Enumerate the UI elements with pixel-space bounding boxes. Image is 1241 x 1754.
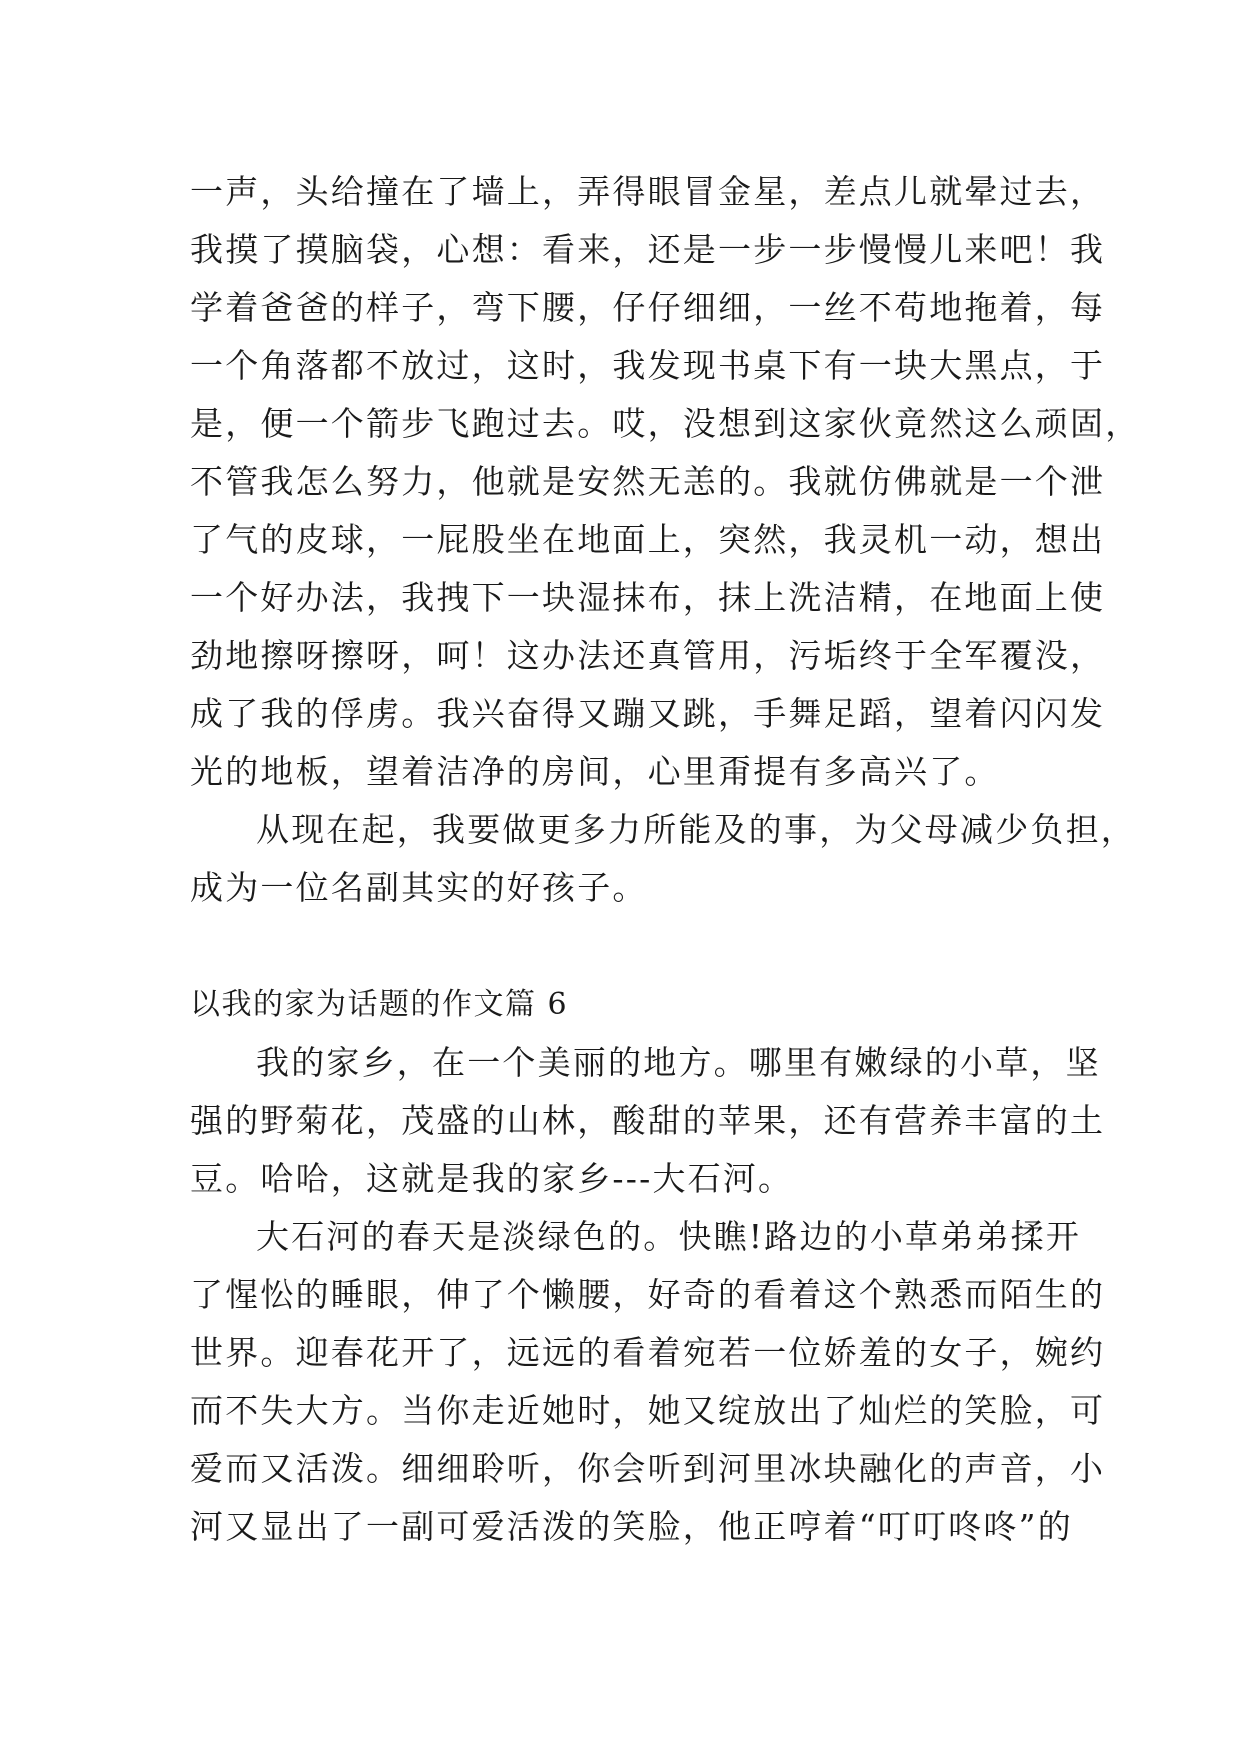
text-line: 我的家乡，在一个美丽的地方。哪里有嫩绿的小草，坚 — [256, 1043, 1101, 1082]
text-line: 爱而又活泼。细细聆听，你会听到河里冰块融化的声音，小 — [190, 1449, 1106, 1488]
text-line: 豆。哈哈，这就是我的家乡---大石河。 — [190, 1159, 794, 1198]
text-line: 一个好办法，我拽下一块湿抹布，抹上洗洁精，在地面上使 — [190, 578, 1106, 617]
text-line: 不管我怎么努力，他就是安然无恙的。我就仿佛就是一个泄 — [190, 462, 1106, 501]
text-line: 一个角落都不放过，这时，我发现书桌下有一块大黑点，于 — [190, 346, 1106, 385]
text-line: 世界。迎春花开了，远远的看着宛若一位娇羞的女子，婉约 — [190, 1333, 1106, 1372]
section-heading: 以我的家为话题的作文篇 6 — [190, 987, 569, 1022]
text-line: 了气的皮球，一屁股坐在地面上，突然，我灵机一动，想出 — [190, 520, 1106, 559]
text-line: 光的地板，望着洁净的房间，心里甭提有多高兴了。 — [190, 752, 1000, 791]
text-line: 从现在起，我要做更多力所能及的事，为父母减少负担， — [256, 810, 1136, 849]
text-line: 河又显出了一副可爱活泼的笑脸，他正哼着“叮叮咚咚”的 — [190, 1507, 1073, 1546]
text-line: 是，便一个箭步飞跑过去。哎，没想到这家伙竟然这么顽固， — [190, 404, 1141, 443]
text-line: 成了我的俘虏。我兴奋得又蹦又跳，手舞足蹈，望着闪闪发 — [190, 694, 1106, 733]
text-line: 大石河的春天是淡绿色的。快瞧!路边的小草弟弟揉开 — [256, 1217, 1082, 1256]
text-line: 一声，头给撞在了墙上，弄得眼冒金星，差点儿就晕过去， — [190, 172, 1106, 211]
text-line: 学着爸爸的样子，弯下腰，仔仔细细，一丝不苟地拖着，每 — [190, 288, 1106, 327]
text-line: 劲地擦呀擦呀，呵！这办法还真管用，污垢终于全军覆没， — [190, 636, 1106, 675]
text-line: 成为一位名副其实的好孩子。 — [190, 868, 648, 907]
text-line: 我摸了摸脑袋，心想：看来，还是一步一步慢慢儿来吧！我 — [190, 230, 1106, 269]
text-line: 了惺忪的睡眼，伸了个懒腰，好奇的看着这个熟悉而陌生的 — [190, 1275, 1106, 1314]
text-line: 强的野菊花，茂盛的山林，酸甜的苹果，还有营养丰富的土 — [190, 1101, 1106, 1140]
text-line: 而不失大方。当你走近她时，她又绽放出了灿烂的笑脸，可 — [190, 1391, 1106, 1430]
